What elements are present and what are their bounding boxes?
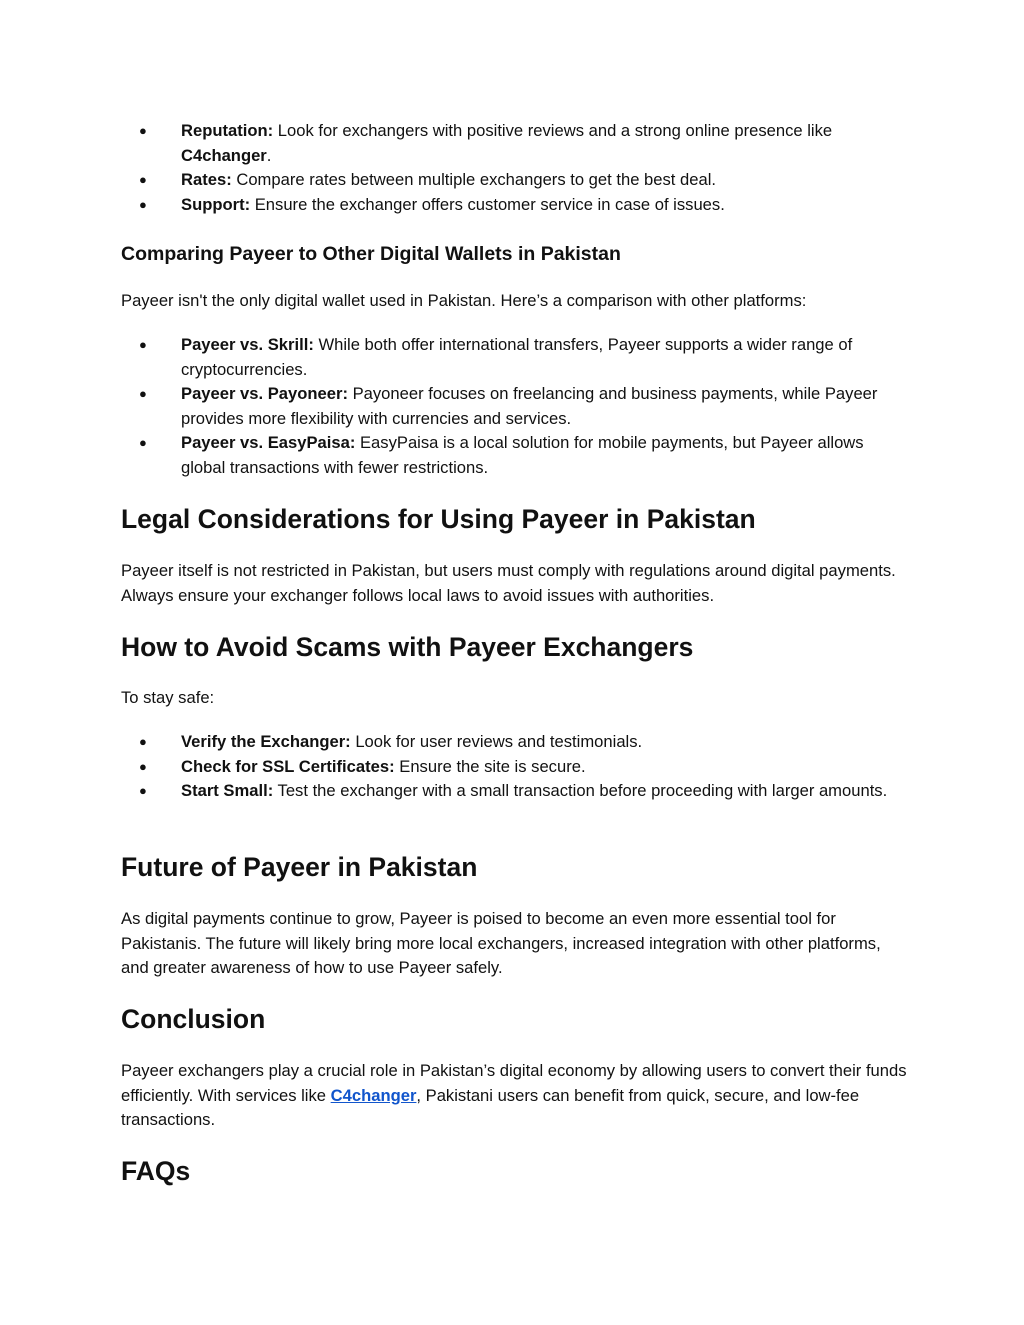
list-item bbox=[121, 119, 911, 168]
list-item-label: Start Small: bbox=[181, 781, 274, 800]
legal-body: Payeer itself is not restricted in Pakistan, but users must comply with regulations around digital payments. Always ensure your exchanger follows local laws to avoid issues with authorities. bbox=[121, 561, 896, 605]
list-item-label: Support: bbox=[181, 194, 251, 214]
bullet-icon: ● bbox=[139, 734, 147, 749]
scams-intro: To stay safe: bbox=[121, 688, 215, 707]
list-item-label: Reputation: bbox=[181, 121, 274, 140]
list-item-strong: C4changer bbox=[181, 145, 267, 165]
safety-list bbox=[121, 730, 901, 804]
future-heading: Future of Payeer in Pakistan bbox=[121, 852, 478, 882]
list-item-label: Rates: bbox=[181, 170, 232, 189]
list-item-text: Ensure the exchanger offers customer service in case of issues. bbox=[250, 194, 725, 214]
conclusion-heading: Conclusion bbox=[121, 1004, 266, 1034]
bullet-icon: ● bbox=[139, 783, 147, 798]
faqs-heading: FAQs bbox=[121, 1156, 191, 1186]
c4changer-link[interactable]: C4changer bbox=[330, 1085, 417, 1105]
list-item-text: Test the exchanger with a small transaction before proceeding with larger amounts. bbox=[273, 781, 888, 800]
list-item-text: Ensure the site is secure. bbox=[394, 756, 586, 776]
list-item bbox=[121, 382, 901, 431]
list-item bbox=[121, 779, 901, 804]
list-item-text: Compare rates between multiple exchangers to get the best deal. bbox=[231, 170, 716, 189]
comparing-heading: Comparing Payeer to Other Digital Wallets in Pakistan bbox=[121, 243, 621, 265]
list-item bbox=[121, 168, 911, 193]
bullet-icon: ● bbox=[139, 172, 147, 187]
comparing-intro: Payeer isn't the only digital wallet used in Pakistan. Here’s a comparison with other platforms: bbox=[121, 291, 807, 310]
conclusion-body bbox=[121, 1059, 911, 1133]
list-item bbox=[121, 755, 901, 780]
list-item bbox=[121, 193, 911, 218]
list-item-label: Payeer vs. EasyPaisa: bbox=[181, 433, 356, 452]
conclusion-text-after: , Pakistani users can benefit from quick, secure, and low-fee transactions. bbox=[121, 1085, 860, 1129]
list-item-text: Look for exchangers with positive reviews and a strong online presence like bbox=[273, 121, 833, 140]
list-item-label: Payeer vs. Skrill: bbox=[181, 335, 314, 354]
bullet-icon: ● bbox=[139, 123, 147, 138]
list-item-text: EasyPaisa is a local solution for mobile payments, but Payeer allows global transactions with fewer restrictions. bbox=[181, 433, 864, 477]
future-body: As digital payments continue to grow, Payeer is poised to become an even more essential tool for Pakistanis. The future will likely bring more local exchangers, increased integration with other platforms, and greater awareness of how to use Payeer safely. bbox=[121, 909, 881, 977]
list-item-label: Payeer vs. Payoneer: bbox=[181, 384, 348, 403]
bullet-icon: ● bbox=[139, 337, 147, 352]
list-item bbox=[121, 730, 901, 755]
bullet-icon: ● bbox=[139, 758, 147, 774]
bullet-icon: ● bbox=[139, 196, 147, 212]
comparison-list bbox=[121, 333, 901, 480]
list-item-label: Verify the Exchanger: bbox=[181, 732, 351, 751]
list-item-text: While both offer international transfers, Payeer supports a wider range of cryptocurrencies. bbox=[181, 335, 853, 379]
list-item-label: Check for SSL Certificates: bbox=[181, 756, 395, 776]
list-item bbox=[121, 333, 901, 382]
legal-heading: Legal Considerations for Using Payeer in Pakistan bbox=[121, 504, 756, 534]
criteria-list bbox=[121, 119, 911, 217]
list-item-tail: . bbox=[266, 145, 272, 165]
bullet-icon: ● bbox=[139, 435, 147, 450]
list-item bbox=[121, 431, 901, 480]
list-item-text: Payoneer focuses on freelancing and business payments, while Payeer provides more flexibility with currencies and services. bbox=[181, 384, 878, 428]
bullet-icon: ● bbox=[139, 386, 147, 401]
list-item-text: Look for user reviews and testimonials. bbox=[350, 732, 643, 751]
scams-heading: How to Avoid Scams with Payeer Exchangers bbox=[121, 632, 694, 662]
conclusion-text-before: Payeer exchangers play a crucial role in Pakistan’s digital economy by allowing users to convert their funds efficiently. With services like bbox=[121, 1061, 907, 1105]
